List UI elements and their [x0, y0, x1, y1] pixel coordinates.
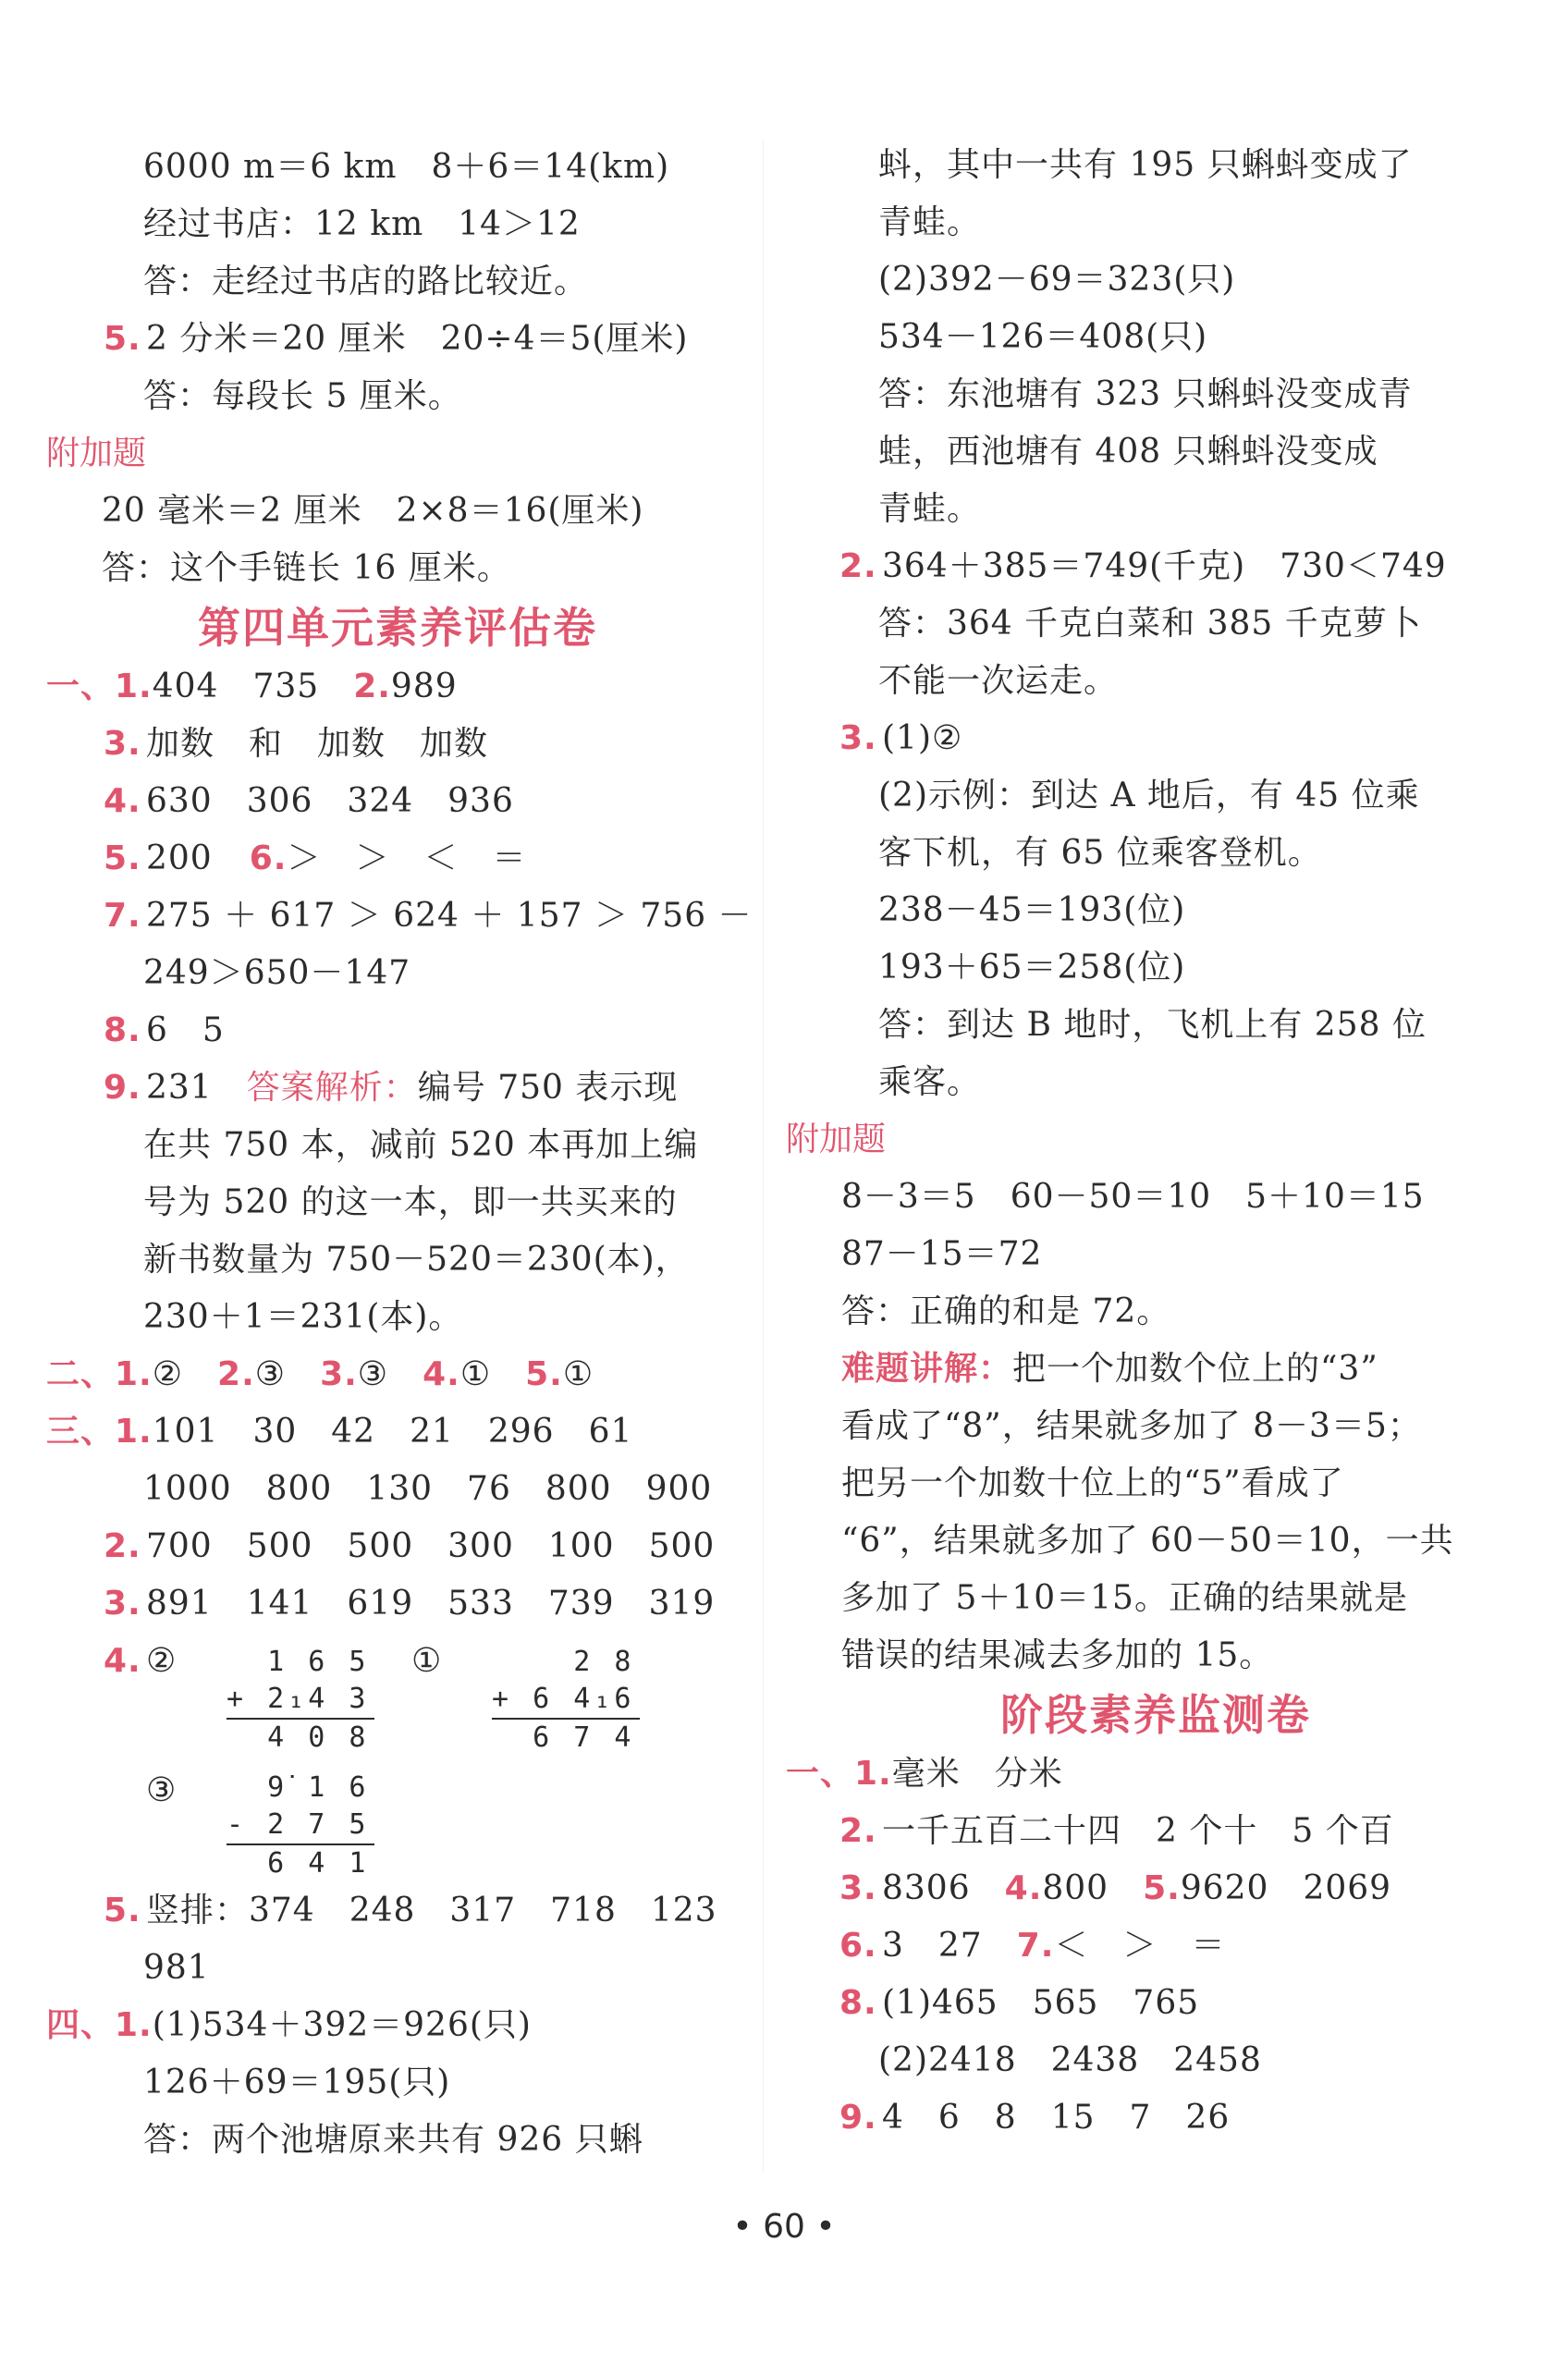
question-number: 4. [423, 1355, 460, 1393]
left-column [46, 139, 753, 2169]
part-3-q4 [104, 1633, 177, 1690]
answer-text: 编号 750 表示现 [417, 1069, 679, 1107]
section-heading: 第四单元素养评估卷 [198, 603, 597, 653]
text-line: 8－3＝5 60－50＝10 5＋10＝15 [841, 1178, 1425, 1216]
answer-text: 把一个加数个位上的“3” [1012, 1350, 1378, 1388]
text-line: 6000 m＝6 km 8＋6＝14(km) [143, 148, 670, 186]
page-number: • 60 • [732, 2208, 836, 2246]
question-8 [46, 1002, 749, 1060]
text-line: (2)2418 2438 2458 [878, 2041, 1262, 2079]
answer-text: 404 735 [152, 668, 320, 705]
answer-text: ② [152, 1355, 184, 1393]
calc-row: 9̇ 1 6 [227, 1771, 370, 1804]
section-label: 二、1. [46, 1355, 153, 1393]
text-line: 答：两个池塘原来共有 926 只蝌 [143, 2121, 643, 2159]
calc-row: 1 6 5 [227, 1646, 370, 1678]
answer-text: 630 306 324 936 [146, 782, 514, 820]
part-3-q1 [46, 1403, 749, 1461]
answer-text: ＞ ＞ ＜ ＝ [287, 839, 527, 877]
answer-text: 8306 [882, 1869, 971, 1907]
text-line: 答：到达 B 地时，飞机上有 258 位 [878, 1006, 1427, 1044]
question-6-7 [786, 1917, 1525, 1975]
text-line: 230＋1＝231(本)。 [143, 1298, 463, 1336]
explanation [786, 1341, 1525, 1398]
text-line: (2)392－69＝323(只) [878, 261, 1236, 299]
answer-text: 275 ＋ 617 ＞ 624 ＋ 157 ＞ 756 － [146, 897, 753, 935]
question-number: 6. [249, 839, 288, 877]
answer-text: ① [562, 1355, 594, 1393]
text-line: 238－45＝193(位) [878, 891, 1186, 929]
answer-text: 毫米 分米 [891, 1755, 1063, 1793]
part-4-q1 [46, 1997, 749, 2054]
question-number: 3. [839, 1869, 877, 1907]
bonus-heading: 附加题 [46, 435, 147, 472]
vertical-addition-1 [227, 1644, 374, 1757]
answer-text: 3 27 [882, 1927, 983, 1965]
part-3-q5 [46, 1882, 749, 1940]
text-line: 乘客。 [878, 1063, 982, 1101]
answer-text: (1)534＋392＝926(只) [152, 2006, 532, 2044]
text-line: 126＋69＝195(只) [143, 2064, 451, 2101]
answer-text: 364＋385＝749(千克) 730＜749 [882, 547, 1447, 585]
part-3-q2 [46, 1518, 749, 1575]
answer-text: 891 141 619 533 739 319 [146, 1585, 716, 1623]
vertical-calculations [46, 1633, 749, 1882]
section-heading: 阶段素养监测卷 [1000, 1690, 1311, 1740]
section-label: 一、1. [786, 1755, 892, 1793]
question-3 [786, 710, 1525, 767]
question-number: 3. [104, 725, 141, 763]
text-line: 87－15＝72 [841, 1235, 1043, 1273]
part-1-q1 [786, 1745, 1525, 1803]
analysis-label: 答案解析： [246, 1069, 418, 1107]
question-5 [46, 311, 749, 368]
text-line: 答：364 千克白菜和 385 千克萝卜 [878, 605, 1422, 643]
question-number: 4. [1004, 1869, 1043, 1907]
question-number: 5. [1143, 1869, 1181, 1907]
question-4 [46, 773, 749, 830]
question-number: 3. [839, 719, 877, 757]
question-number: 5. [104, 1892, 141, 1929]
answer-text: (1)② [882, 719, 963, 757]
answer-text: 800 [1042, 1869, 1109, 1907]
text-line: 客下机，有 65 位乘客登机。 [878, 834, 1322, 872]
text-line: 不能一次运走。 [878, 662, 1119, 700]
text-line: 249＞650－147 [143, 954, 411, 992]
calc-row: 6 4 1 [227, 1847, 370, 1880]
calc-row: + 6 4₁6 [492, 1683, 635, 1715]
text-line: (2)示例：到达 A 地后，有 45 位乘 [878, 777, 1420, 815]
section-label: 三、1. [46, 1413, 153, 1451]
text-line: 1000 800 130 76 800 900 [143, 1470, 713, 1508]
answer-text: 2 分米＝20 厘米 20÷4＝5(厘米) [146, 320, 689, 358]
bonus-heading: 附加题 [786, 1121, 887, 1158]
question-number: 9. [104, 1069, 141, 1107]
text-line: 经过书店：12 km 14＞12 [143, 205, 581, 243]
answer-text: ① [459, 1355, 492, 1393]
question-number: 2. [104, 1527, 141, 1565]
answer-text: 竖排：374 248 317 718 123 [146, 1892, 717, 1929]
question-number: 8. [104, 1011, 141, 1049]
text-line: 答：正确的和是 72。 [841, 1292, 1171, 1330]
section-label: 一、1. [46, 668, 153, 705]
answer-text: 6 5 [146, 1011, 225, 1049]
text-line: 534－126＝408(只) [878, 318, 1208, 356]
text-line: 把另一个加数十位上的“5”看成了 [841, 1464, 1344, 1502]
question-number: 5. [104, 839, 141, 877]
part-2 [46, 1346, 749, 1403]
text-line: 193＋65＝258(位) [878, 949, 1186, 986]
answer-text: 989 [390, 668, 458, 705]
question-number: 5. [104, 320, 141, 358]
answer-text: 231 [146, 1069, 213, 1107]
question-number: 5. [525, 1355, 563, 1393]
calc-row: 2 8 [492, 1646, 635, 1678]
circled-label [411, 1633, 442, 1690]
question-5-6 [46, 830, 749, 888]
question-2 [786, 1803, 1525, 1860]
question-number: 3. [320, 1355, 358, 1393]
answer-text: ＜ ＞ ＝ [1054, 1927, 1226, 1965]
text-line: 错误的结果减去多加的 15。 [841, 1636, 1274, 1674]
circled-label [146, 1762, 177, 1819]
text-line: 答：每段长 5 厘米。 [143, 377, 462, 415]
text-line: 20 毫米＝2 厘米 2×8＝16(厘米) [102, 492, 644, 530]
answer-text: ① [411, 1642, 443, 1680]
text-line: 答：东池塘有 323 只蝌蚪没变成青 [878, 375, 1413, 413]
question-number: 2. [353, 668, 391, 705]
part-3-q3 [46, 1575, 749, 1633]
answer-text: 700 500 500 300 100 500 [146, 1527, 716, 1565]
text-line: “6”，结果就多加了 60－50＝10，一共 [841, 1522, 1454, 1560]
question-7 [46, 888, 753, 945]
question-number: 2. [839, 547, 877, 585]
question-number: 7. [1016, 1927, 1055, 1965]
text-line: 答：走经过书店的路比较近。 [143, 263, 589, 300]
text-line: 青蛙。 [878, 490, 982, 528]
calc-row: 6 7 4 [492, 1721, 635, 1754]
answer-text: ③ [357, 1355, 389, 1393]
question-8 [786, 1975, 1525, 2032]
text-line: 新书数量为 750－520＝230(本)， [143, 1241, 690, 1279]
question-number: 3. [104, 1585, 141, 1623]
section-label: 四、1. [46, 2006, 153, 2044]
text-line: 青蛙。 [878, 203, 982, 241]
question-number: 9. [839, 2099, 877, 2137]
column-divider [763, 139, 764, 2173]
question-number: 6. [839, 1927, 877, 1965]
vertical-addition-2 [492, 1644, 640, 1757]
question-2 [786, 538, 1525, 595]
question-number: 2. [839, 1812, 877, 1850]
text-line: 号为 520 的这一本，即一共买来的 [143, 1183, 678, 1221]
answer-text: (1)465 565 765 [882, 1984, 1200, 2022]
question-number: 2. [217, 1355, 255, 1393]
question-number: 4. [104, 1642, 141, 1680]
answer-text: ③ [254, 1355, 287, 1393]
answer-text: 加数 和 加数 加数 [146, 725, 489, 763]
vertical-subtraction [227, 1770, 374, 1882]
explanation-label: 难题讲解： [841, 1350, 1013, 1388]
calc-row: - 2 7 5 [227, 1808, 370, 1841]
text-line: 在共 750 本，减前 520 本再加上编 [143, 1126, 699, 1164]
answer-text: 9620 2069 [1180, 1869, 1392, 1907]
text-line: 看成了“8”，结果就多加了 8－3＝5； [841, 1407, 1422, 1445]
right-column [786, 139, 1525, 2147]
text-line: 多加了 5＋10＝15。正确的结果就是 [841, 1579, 1408, 1617]
question-number: 8. [839, 1984, 877, 2022]
question-3 [46, 716, 749, 773]
calc-row: 4 0 8 [227, 1721, 370, 1754]
answer-text: 200 [146, 839, 213, 877]
text-line: 蚪，其中一共有 195 只蝌蚪变成了 [878, 146, 1413, 184]
calc-row: + 2₁4 3 [227, 1683, 370, 1715]
answer-text: ③ [146, 1771, 178, 1809]
question-3-5 [786, 1860, 1525, 1917]
answer-text: 4 6 8 15 7 26 [882, 2099, 1231, 2137]
question-9 [46, 1060, 749, 1117]
part-1-q1 [46, 658, 749, 716]
answer-text: 一千五百二十四 2 个十 5 个百 [882, 1812, 1394, 1850]
answer-text: ② [146, 1642, 178, 1680]
text-line: 答：这个手链长 16 厘米。 [102, 549, 511, 587]
question-9 [786, 2089, 1525, 2147]
answer-text: 101 30 42 21 296 61 [152, 1413, 633, 1451]
question-number: 4. [104, 782, 141, 820]
text-line: 蛙，西池塘有 408 只蝌蚪没变成 [878, 433, 1378, 471]
text-line: 981 [143, 1949, 210, 1987]
question-number: 7. [104, 897, 141, 935]
